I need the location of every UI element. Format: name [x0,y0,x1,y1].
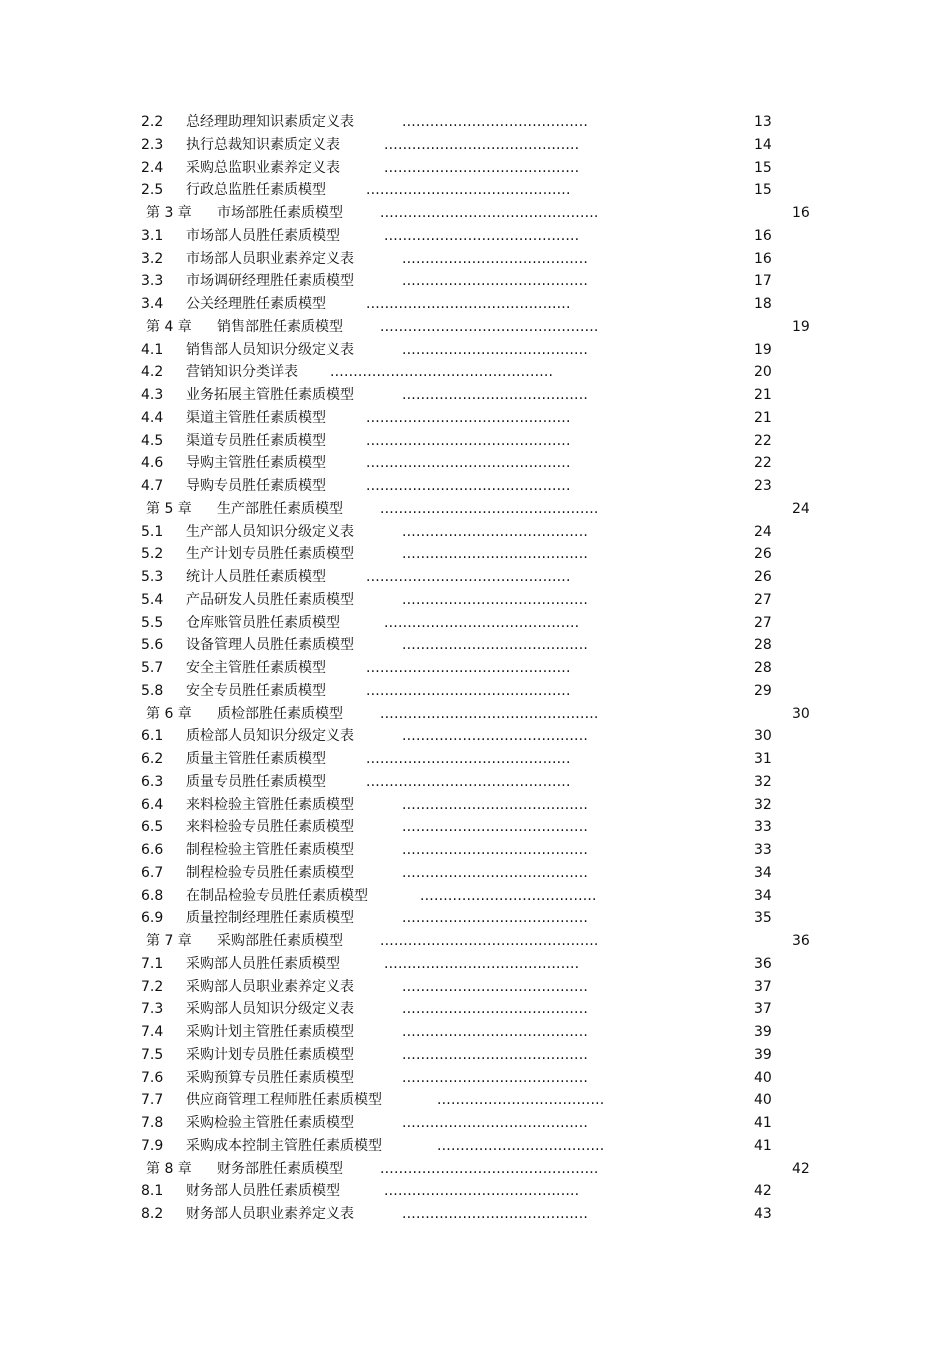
toc-section-row[interactable] [0,248,950,270]
toc-section-row[interactable] [0,976,950,998]
toc-section-row[interactable] [0,657,950,679]
toc-entry-title: 财务部胜任素质模型 [217,1160,343,1177]
toc-entry-title: 市场部人员职业素养定义表 [186,250,354,267]
toc-entry-title: 市场部人员胜任素质模型 [186,227,340,244]
toc-section-row[interactable] [0,839,950,861]
toc-page-number: 13 [754,114,772,130]
toc-dot-leader: ............................................ [366,182,571,199]
toc-dot-leader: ........................................ [402,796,589,813]
toc-chapter-row[interactable] [0,703,950,725]
toc-entry-title: 生产部胜任素质模型 [217,500,343,517]
toc-page-number: 28 [754,660,772,676]
toc-entry-title: 采购计划主管胜任素质模型 [186,1024,354,1040]
toc-entry-number: 7.4 [141,1024,164,1040]
toc-dot-leader: ............................................ [366,682,571,699]
toc-entry-number: 5.1 [141,523,164,540]
toc-entry-title: 制程检验主管胜任素质模型 [186,842,354,858]
toc-page-number: 15 [754,182,772,199]
toc-entry-title: 生产部人员知识分级定义表 [186,523,354,540]
toc-section-row[interactable] [0,361,950,383]
toc-section-row[interactable] [0,1044,950,1066]
toc-section-row[interactable] [0,430,950,452]
toc-entry-title: 设备管理人员胜任素质模型 [186,637,354,654]
toc-chapter-row[interactable] [0,498,950,520]
toc-entry-number: 4.2 [141,364,164,381]
toc-page-number: 36 [792,933,810,949]
toc-entry-title: 财务部人员胜任素质模型 [186,1183,340,1200]
toc-section-row[interactable] [0,225,950,247]
toc-section-row[interactable] [0,998,950,1020]
toc-section-row[interactable] [0,270,950,292]
toc-entry-title: 仓库账管员胜任素质模型 [186,614,340,631]
toc-page-number: 26 [754,546,772,563]
toc-dot-leader: .......................................... [384,614,580,631]
toc-entry-number: 第 4 章 [146,318,192,335]
toc-dot-leader: ............................................ [366,773,571,790]
toc-page-number: 33 [754,819,772,836]
toc-entry-title: 采购成本控制主管胜任素质模型 [186,1137,382,1154]
toc-page-number: 28 [754,637,772,654]
toc-section-row[interactable] [0,1089,950,1111]
toc-entry-number: 6.2 [141,751,164,767]
toc-entry-number: 第 6 章 [146,705,192,722]
toc-page-number: 32 [754,773,772,790]
toc-entry-number: 4.4 [141,409,164,426]
toc-entry-number: 第 7 章 [146,933,192,949]
toc-entry-title: 采购总监职业素养定义表 [186,159,340,176]
toc-entry-title: 采购预算专员胜任素质模型 [186,1069,354,1086]
toc-entry-title: 生产计划专员胜任素质模型 [186,546,354,563]
toc-dot-leader: ........................................ [402,1046,589,1063]
toc-entry-title: 销售部胜任素质模型 [217,318,343,335]
toc-page-number: 21 [754,409,772,426]
toc-dot-leader: ........................................ [402,591,589,608]
toc-page-number: 30 [792,705,810,722]
toc-page-number: 42 [792,1160,810,1177]
toc-entry-number: 第 5 章 [146,500,192,517]
toc-section-row[interactable] [0,384,950,406]
toc-entry-title: 产品研发人员胜任素质模型 [186,591,354,608]
toc-dot-leader: ........................................ [402,1001,589,1018]
toc-dot-leader: ........................................ [402,546,589,563]
toc-entry-number: 4.1 [141,341,164,358]
toc-dot-leader: ............................................... [380,933,599,949]
toc-section-row[interactable] [0,293,950,315]
toc-section-row[interactable] [0,771,950,793]
toc-dot-leader: ............................................ [366,455,571,472]
toc-dot-leader: .......................................... [384,1183,580,1200]
toc-page-number: 15 [754,159,772,176]
toc-section-row[interactable] [0,566,950,588]
toc-page-number: 40 [754,1092,772,1109]
toc-entry-title: 市场调研经理胜任素质模型 [186,273,354,290]
toc-entry-number: 4.3 [141,387,164,403]
toc-page-number: 34 [754,887,772,904]
toc-page-number: 24 [792,500,810,517]
toc-section-row[interactable] [0,1112,950,1134]
toc-entry-number: 7.1 [141,955,164,972]
toc-entry-number: 6.5 [141,819,164,836]
toc-page-number: 37 [754,1001,772,1018]
toc-dot-leader: ...................................... [420,887,597,904]
toc-section-row[interactable] [0,1203,950,1225]
toc-dot-leader: ........................................ [402,637,589,654]
toc-entry-title: 来料检验主管胜任素质模型 [186,796,354,813]
toc-section-row[interactable] [0,1135,950,1157]
toc-entry-title: 市场部胜任素质模型 [217,205,343,221]
toc-section-row[interactable] [0,725,950,747]
toc-dot-leader: .......................................... [384,159,580,176]
toc-page-number: 27 [754,614,772,631]
toc-dot-leader: ............................................ [366,660,571,676]
toc-page-number: 19 [792,318,810,335]
toc-entry-title: 渠道主管胜任素质模型 [186,409,326,426]
toc-dot-leader: ............................................... [380,205,599,221]
toc-entry-title: 采购计划专员胜任素质模型 [186,1046,354,1063]
toc-entry-number: 7.3 [141,1001,164,1018]
toc-page-number: 21 [754,387,772,403]
toc-page-number: 19 [754,341,772,358]
toc-dot-leader: ............................................ [366,569,571,585]
toc-page-number: 31 [754,751,772,767]
toc-section-row[interactable] [0,680,950,702]
toc-dot-leader: ........................................ [402,341,589,358]
toc-section-row[interactable] [0,885,950,907]
toc-entry-number: 2.4 [141,159,164,176]
toc-section-row[interactable] [0,521,950,543]
toc-page-number: 39 [754,1024,772,1040]
toc-dot-leader: ........................................ [402,864,589,881]
toc-dot-leader: ........................................ [402,1069,589,1086]
toc-section-row[interactable] [0,1021,950,1043]
toc-dot-leader: ........................................ [402,114,589,130]
toc-entry-title: 执行总裁知识素质定义表 [186,136,340,153]
toc-entry-number: 7.7 [141,1092,164,1109]
toc-dot-leader: ........................................ [402,819,589,836]
toc-page-number: 35 [754,910,772,927]
toc-section-row[interactable] [0,589,950,611]
toc-page-number: 23 [754,478,772,494]
toc-entry-title: 业务拓展主管胜任素质模型 [186,387,354,403]
toc-entry-title: 导购专员胜任素质模型 [186,478,326,494]
toc-entry-title: 在制品检验专员胜任素质模型 [186,887,368,904]
toc-entry-number: 2.5 [141,182,164,199]
toc-entry-number: 7.8 [141,1115,164,1131]
toc-section-row[interactable] [0,953,950,975]
toc-entry-title: 安全主管胜任素质模型 [186,660,326,676]
toc-dot-leader: ............................................ [366,751,571,767]
toc-dot-leader: ........................................ [402,728,589,745]
toc-entry-title: 采购部胜任素质模型 [217,933,343,949]
toc-page-number: 41 [754,1137,772,1154]
toc-entry-title: 渠道专员胜任素质模型 [186,432,326,449]
toc-entry-number: 5.2 [141,546,164,563]
toc-entry-number: 5.4 [141,591,164,608]
toc-entry-title: 行政总监胜任素质模型 [186,182,326,199]
toc-entry-number: 6.9 [141,910,164,927]
toc-dot-leader: ........................................ [402,978,589,995]
toc-dot-leader: ............................................... [380,1160,599,1177]
toc-dot-leader: ........................................ [402,1024,589,1040]
toc-entry-number: 5.8 [141,682,164,699]
toc-entry-number: 5.3 [141,569,164,585]
toc-page-number: 20 [754,364,772,381]
toc-page-number: 36 [754,955,772,972]
toc-entry-title: 供应商管理工程师胜任素质模型 [186,1092,382,1109]
toc-entry-number: 第 3 章 [146,205,192,221]
toc-entry-number: 7.5 [141,1046,164,1063]
toc-dot-leader: ............................................ [366,432,571,449]
toc-section-row[interactable] [0,111,950,133]
toc-section-row[interactable] [0,816,950,838]
toc-page-number: 43 [754,1206,772,1222]
toc-entry-title: 安全专员胜任素质模型 [186,682,326,699]
toc-dot-leader: ........................................ [402,1206,589,1222]
toc-dot-leader: ............................................ [366,296,571,312]
toc-entry-title: 采购部人员胜任素质模型 [186,955,340,972]
toc-section-row[interactable] [0,179,950,201]
toc-page-number: 18 [754,296,772,312]
toc-entry-title: 总经理助理知识素质定义表 [186,114,354,130]
toc-entry-title: 质量专员胜任素质模型 [186,773,326,790]
toc-dot-leader: ........................................ [402,250,589,267]
toc-page-number: 40 [754,1069,772,1086]
toc-chapter-row[interactable] [0,316,950,338]
toc-section-row[interactable] [0,407,950,429]
toc-entry-title: 制程检验专员胜任素质模型 [186,864,354,881]
toc-section-row[interactable] [0,475,950,497]
toc-page-number: 16 [792,205,810,221]
toc-page-number: 41 [754,1115,772,1131]
toc-page-number: 42 [754,1183,772,1200]
toc-entry-title: 质检部胜任素质模型 [217,705,343,722]
toc-entry-number: 6.6 [141,842,164,858]
toc-entry-title: 质量主管胜任素质模型 [186,751,326,767]
toc-page-number: 33 [754,842,772,858]
toc-dot-leader: .......................................... [384,955,580,972]
toc-section-row[interactable] [0,748,950,770]
toc-dot-leader: ............................................... [380,318,599,335]
toc-entry-title: 财务部人员职业素养定义表 [186,1206,354,1222]
toc-entry-number: 7.6 [141,1069,164,1086]
toc-dot-leader: ........................................ [402,910,589,927]
toc-entry-number: 7.2 [141,978,164,995]
toc-entry-number: 8.1 [141,1183,164,1200]
toc-entry-number: 4.5 [141,432,164,449]
toc-entry-number: 6.7 [141,864,164,881]
toc-chapter-row[interactable] [0,202,950,224]
toc-page-number: 26 [754,569,772,585]
toc-entry-title: 采购检验主管胜任素质模型 [186,1115,354,1131]
toc-dot-leader: ........................................ [402,523,589,540]
toc-page-number: 22 [754,455,772,472]
toc-dot-leader: ............................................ [366,409,571,426]
toc-page-number: 29 [754,682,772,699]
toc-section-row[interactable] [0,907,950,929]
toc-entry-title: 采购部人员知识分级定义表 [186,1001,354,1018]
toc-dot-leader: ........................................ [402,387,589,403]
toc-dot-leader: ................................................ [330,364,554,381]
toc-entry-title: 采购部人员职业素养定义表 [186,978,354,995]
toc-entry-title: 销售部人员知识分级定义表 [186,341,354,358]
toc-entry-number: 7.9 [141,1137,164,1154]
toc-page-number: 16 [754,250,772,267]
toc-section-row[interactable] [0,612,950,634]
toc-dot-leader: ........................................ [402,273,589,290]
toc-page-number: 30 [754,728,772,745]
toc-section-row[interactable] [0,1180,950,1202]
toc-dot-leader: ............................................... [380,705,599,722]
toc-dot-leader: ............................................... [380,500,599,517]
toc-dot-leader: .................................... [437,1092,605,1109]
toc-section-row[interactable] [0,134,950,156]
toc-page-number: 32 [754,796,772,813]
toc-page-number: 39 [754,1046,772,1063]
toc-chapter-row[interactable] [0,930,950,952]
toc-section-row[interactable] [0,794,950,816]
toc-dot-leader: .......................................... [384,136,580,153]
toc-entry-number: 4.7 [141,478,164,494]
toc-section-row[interactable] [0,1067,950,1089]
toc-section-row[interactable] [0,543,950,565]
toc-entry-number: 2.3 [141,136,164,153]
toc-entry-number: 3.1 [141,227,164,244]
toc-entry-number: 4.6 [141,455,164,472]
toc-entry-title: 统计人员胜任素质模型 [186,569,326,585]
toc-entry-number: 3.4 [141,296,164,312]
toc-section-row[interactable] [0,157,950,179]
toc-section-row[interactable] [0,862,950,884]
toc-entry-title: 公关经理胜任素质模型 [186,296,326,312]
toc-section-row[interactable] [0,452,950,474]
toc-entry-number: 2.2 [141,114,164,130]
toc-page-number: 24 [754,523,772,540]
toc-page-number: 16 [754,227,772,244]
toc-entry-number: 5.6 [141,637,164,654]
toc-section-row[interactable] [0,339,950,361]
toc-dot-leader: .................................... [437,1137,605,1154]
toc-entry-number: 5.7 [141,660,164,676]
toc-entry-number: 3.2 [141,250,164,267]
toc-dot-leader: .......................................... [384,227,580,244]
toc-entry-number: 6.4 [141,796,164,813]
toc-page-number: 37 [754,978,772,995]
toc-entry-number: 6.8 [141,887,164,904]
toc-entry-title: 营销知识分类详表 [186,364,298,381]
toc-entry-title: 质检部人员知识分级定义表 [186,728,354,745]
toc-page-number: 14 [754,136,772,153]
toc-entry-number: 第 8 章 [146,1160,192,1177]
toc-page-number: 22 [754,432,772,449]
toc-dot-leader: ............................................ [366,478,571,494]
toc-dot-leader: ........................................ [402,1115,589,1131]
toc-dot-leader: ........................................ [402,842,589,858]
toc-entry-number: 8.2 [141,1206,164,1222]
toc-entry-title: 导购主管胜任素质模型 [186,455,326,472]
toc-entry-title: 来料检验专员胜任素质模型 [186,819,354,836]
toc-entry-number: 5.5 [141,614,164,631]
toc-page-number: 27 [754,591,772,608]
toc-page-number: 34 [754,864,772,881]
toc-entry-title: 质量控制经理胜任素质模型 [186,910,354,927]
toc-page-number: 17 [754,273,772,290]
toc-section-row[interactable] [0,634,950,656]
toc-entry-number: 3.3 [141,273,164,290]
toc-chapter-row[interactable] [0,1158,950,1180]
toc-entry-number: 6.1 [141,728,164,745]
toc-entry-number: 6.3 [141,773,164,790]
